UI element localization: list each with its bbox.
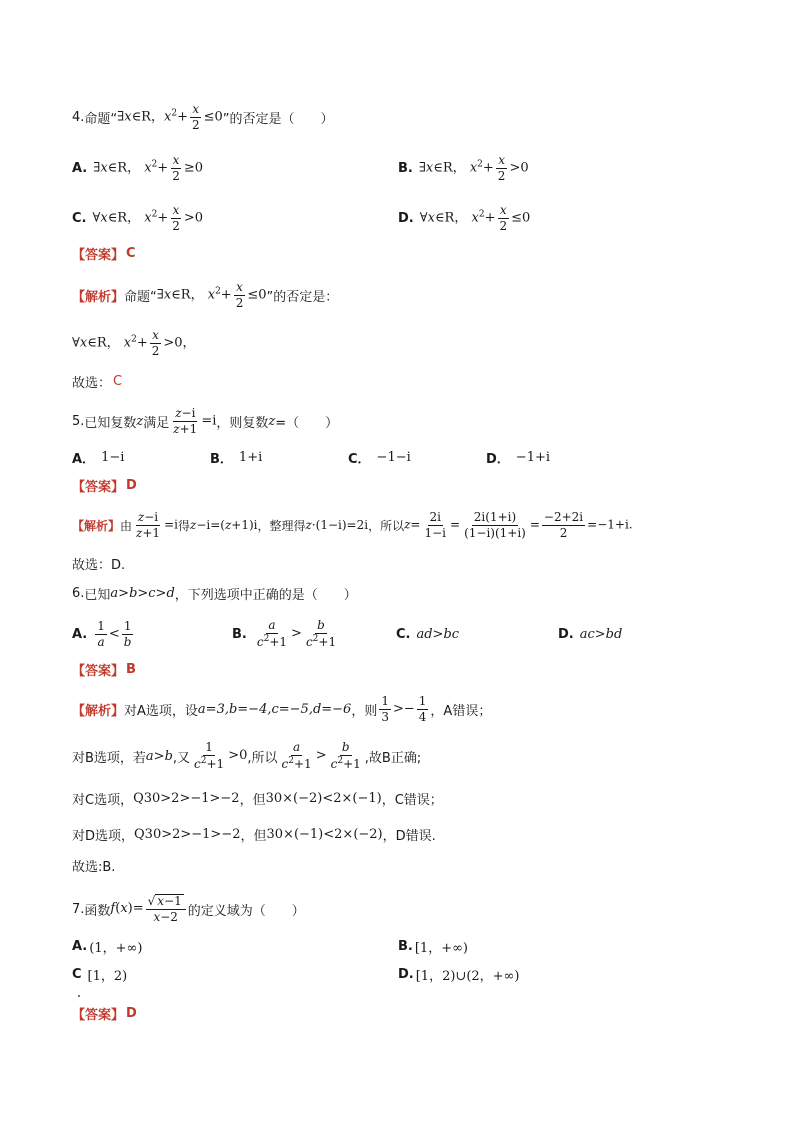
q6-c-math: Q30>2>−1>−2 xyxy=(133,790,240,806)
q5-stem-pre: 已知复数 xyxy=(84,415,137,431)
q4-analysis xyxy=(72,276,732,314)
q6-option-d xyxy=(558,612,622,656)
q6-a-post: ，A错误； xyxy=(430,703,492,719)
q7-option-d-label: D. xyxy=(398,966,414,982)
q6-b-pre: 对B选项，若 xyxy=(72,750,146,766)
q4-conclusion-pre: 故选： xyxy=(72,375,112,391)
q5-option-d-label: D． xyxy=(486,451,510,467)
q6-answer xyxy=(72,658,732,680)
q4-option-a: A. ∃x∈R， $x^2+$ $\frac{x}{2}$ ≥0 xyxy=(72,152,203,183)
q4-option-b: B. ∃x∈R， $x^2+$ $\frac{x}{2}$ >0 xyxy=(398,152,529,183)
q6-analysis-d xyxy=(72,820,732,848)
q4-analysis-math: ∃x∈R， $x^2+$ $\frac{x}{2}$ ≤0 xyxy=(156,279,267,310)
q7-answer-tag: 【答案】 xyxy=(72,1007,125,1023)
q5-stem-mid: 满足 xyxy=(143,415,170,431)
q6-option-c xyxy=(396,612,558,656)
q7-stem-post: 的定义域为（ ） xyxy=(187,903,305,919)
q5-option-d xyxy=(486,444,550,470)
q6-d-post: ，D错误. xyxy=(382,828,436,844)
q6-option-a: A. $\frac{1}{a}$ < $\frac{1}{b}$ xyxy=(72,618,132,649)
q7-option-c-label: C xyxy=(72,966,82,982)
q4-answer xyxy=(72,242,732,264)
q6-analysis-b: 对B选项，若 a>b ,又 $\frac{1}{c^2+1}$ >0 ,所以 $\frac{a}{c^2+1}$ > $\frac{b}{c^2+1}$ ,故B正确; xyxy=(72,740,422,771)
q4-options-row2 xyxy=(72,200,732,236)
q4-analysis-tag: 【解析】 xyxy=(72,289,125,305)
q6-options xyxy=(72,612,732,656)
q5-conclusion-text: 故选：D. xyxy=(72,557,126,573)
q7-stem-pre: 函数 xyxy=(84,903,111,919)
q4-option-b-label: B. xyxy=(398,160,413,176)
q4-stem xyxy=(72,98,732,136)
q5-option-c-math: −1−i xyxy=(376,449,411,465)
q5-analysis: 【解析】 由 $\frac{z-i}{z+1}$ =i 得 z−i=(z+1)i ，整理得 z·(1−i)=2i ，所以 z= $\frac{2i}{1-i}$ = $\frac{2i(1+i)}{(1-i)(1+i)}$ = $\frac{-2+2i}{2}$ =−1+i. xyxy=(72,509,633,540)
q6-c-post: ，C错误； xyxy=(381,792,443,808)
q4-conclusion xyxy=(72,370,732,392)
q6-analysis-tag: 【解析】 xyxy=(72,703,125,719)
q7-stem xyxy=(72,888,732,930)
q5-stem: 5. 已知复数 z 满足 $\frac{z-i}{z+1}$ =i ，则复数 z =（ ） xyxy=(72,405,339,436)
q7-number: 7. xyxy=(72,901,85,917)
q7-option-b-label: B. xyxy=(398,938,413,954)
q4-option-d-label: D. xyxy=(398,210,414,226)
q4-answer-tag: 【答案】 xyxy=(72,247,125,263)
q6-b-so: ,所以 xyxy=(247,750,278,766)
q6-conclusion xyxy=(72,854,732,876)
q5-option-a xyxy=(72,444,210,470)
q6-option-a-label: A. xyxy=(72,626,88,642)
q6-d-pre: 对D选项， xyxy=(72,828,135,844)
q6-analysis-c xyxy=(72,784,732,812)
q6-conclusion-text: 故选:B. xyxy=(72,859,116,875)
q6-c-res: 30×(−2)<2×(−1) xyxy=(265,790,382,806)
q5-analysis-tag: 【解析】 xyxy=(72,518,121,533)
q5-option-d-math: −1+i xyxy=(515,449,551,465)
q5-analysis-by: 由 xyxy=(120,518,133,533)
q6-stem xyxy=(72,580,732,606)
q7-option-a xyxy=(72,934,398,958)
q7-options-row1 xyxy=(72,934,732,958)
q6-d-res: 30×(−1)<2×(−2) xyxy=(266,826,383,842)
q7-option-a-label: A. xyxy=(72,938,88,954)
q5-option-c-label: C． xyxy=(348,451,371,467)
q6-option-d-math: ac>bd xyxy=(579,626,623,642)
q6-a-pre: 对A选项，设 xyxy=(124,703,198,719)
q5-option-c xyxy=(348,444,486,470)
q7-option-d xyxy=(398,962,519,986)
q6-answer-tag: 【答案】 xyxy=(72,663,125,679)
q6-c-but: ，但 xyxy=(239,792,266,808)
q6-a-then: ，则 xyxy=(351,703,378,719)
q4-option-c: C. ∀x∈R， $x^2+$ $\frac{x}{2}$ >0 xyxy=(72,202,204,233)
q6-stem-pre: 已知 xyxy=(84,587,111,603)
q5-analysis-so: ，所以 xyxy=(368,518,405,533)
q5-option-a-label: A． xyxy=(72,451,96,467)
q7-option-c-math: [1，2) xyxy=(87,968,128,984)
q5-answer xyxy=(72,474,732,496)
q5-option-b-label: B． xyxy=(210,451,233,467)
q5-number: 5. xyxy=(72,413,85,429)
q5-conclusion xyxy=(72,552,732,574)
q7-option-b xyxy=(398,934,468,958)
q6-option-d-label: D. xyxy=(558,626,574,642)
q5-stem-post: =（ ） xyxy=(275,415,339,431)
q6-analysis-a: 【解析】 对A选项，设 a=3,b=−4,c=−5,d=−6 ，则 $\frac{1}{3}$ >− $\frac{1}{4}$ ，A错误； xyxy=(72,693,492,724)
q5-stem-z: z xyxy=(136,413,144,429)
q6-b-and: ,又 xyxy=(172,750,191,766)
q5-option-b xyxy=(210,444,348,470)
q6-b-math: a>b xyxy=(145,748,173,764)
q6-option-c-math: ad>bc xyxy=(416,626,460,642)
q6-option-c-label: C. xyxy=(396,626,411,642)
q5-stem-mid2: ，则复数 xyxy=(216,415,269,431)
q4-stem-math: ∃x∈R，$x^2+$ $\frac{x}{2}$ ≤0 xyxy=(117,101,223,132)
q5-analysis-arr: ，整理得 xyxy=(257,518,306,533)
q6-answer-value: B xyxy=(126,661,136,677)
stray-dot xyxy=(72,986,732,996)
q4-options-row1 xyxy=(72,150,732,186)
q7-option-d-math: [1，2)∪(2，+∞) xyxy=(415,968,520,984)
q7-option-c xyxy=(72,962,398,986)
q6-option-b: B. $\frac{a}{c^2+1}$ > $\frac{b}{c^2+1}$ xyxy=(232,618,337,649)
q6-c-pre: 对C选项， xyxy=(72,792,134,808)
q5-analysis-get: 得 xyxy=(177,518,190,533)
q6-a-math: a=3,b=−4,c=−5,d=−6 xyxy=(197,701,352,717)
q6-b-post: ,故B正确; xyxy=(364,750,422,766)
q5-options xyxy=(72,444,732,470)
q7-answer-value: D xyxy=(126,1005,137,1021)
q7-option-b-math: [1，+∞) xyxy=(414,940,468,956)
document-page xyxy=(72,98,732,1024)
q6-stem-post: ，下列选项中正确的是（ ） xyxy=(174,587,357,603)
q5-answer-tag: 【答案】 xyxy=(72,479,125,495)
q7-options-row2 xyxy=(72,962,732,986)
q6-d-math: Q30>2>−1>−2 xyxy=(134,826,241,842)
q4-analysis-line2: ∀x∈R， $x^2+$ $\frac{x}{2}$ >0， xyxy=(72,327,196,358)
q5-option-b-math: 1+i xyxy=(238,449,263,465)
q4-number: 4. xyxy=(72,109,85,125)
q4-option-a-label: A. xyxy=(72,160,88,176)
q4-analysis-pre: 命题“ xyxy=(124,289,157,305)
q7-stem-math: f(x)= √ x−1 x−2 xyxy=(110,894,187,923)
q6-number: 6. xyxy=(72,585,85,601)
q4-stem-pre: 命题“ xyxy=(84,111,118,127)
q4-conclusion-value: C xyxy=(113,373,123,389)
q6-stem-math: a>b>c>d xyxy=(110,585,175,601)
q4-option-d: D. ∀x∈R， $x^2+$ $\frac{x}{2}$ ≤0 xyxy=(398,202,531,233)
q4-option-c-label: C. xyxy=(72,210,87,226)
q4-stem-post: ”的否定是（ ） xyxy=(222,111,334,127)
q6-option-b-label: B. xyxy=(232,626,247,642)
q5-option-a-math: 1−i xyxy=(101,449,125,465)
q7-answer xyxy=(72,1002,732,1024)
q4-answer-value: C xyxy=(126,245,136,261)
q5-stem-math: $\frac{z-i}{z+1}$ =i xyxy=(173,405,217,436)
q4-analysis-post: ”的否定是： xyxy=(266,289,339,305)
q5-answer-value: D xyxy=(126,477,137,493)
q6-d-but: ，但 xyxy=(240,828,267,844)
q7-option-a-math: (1，+∞) xyxy=(89,940,143,956)
